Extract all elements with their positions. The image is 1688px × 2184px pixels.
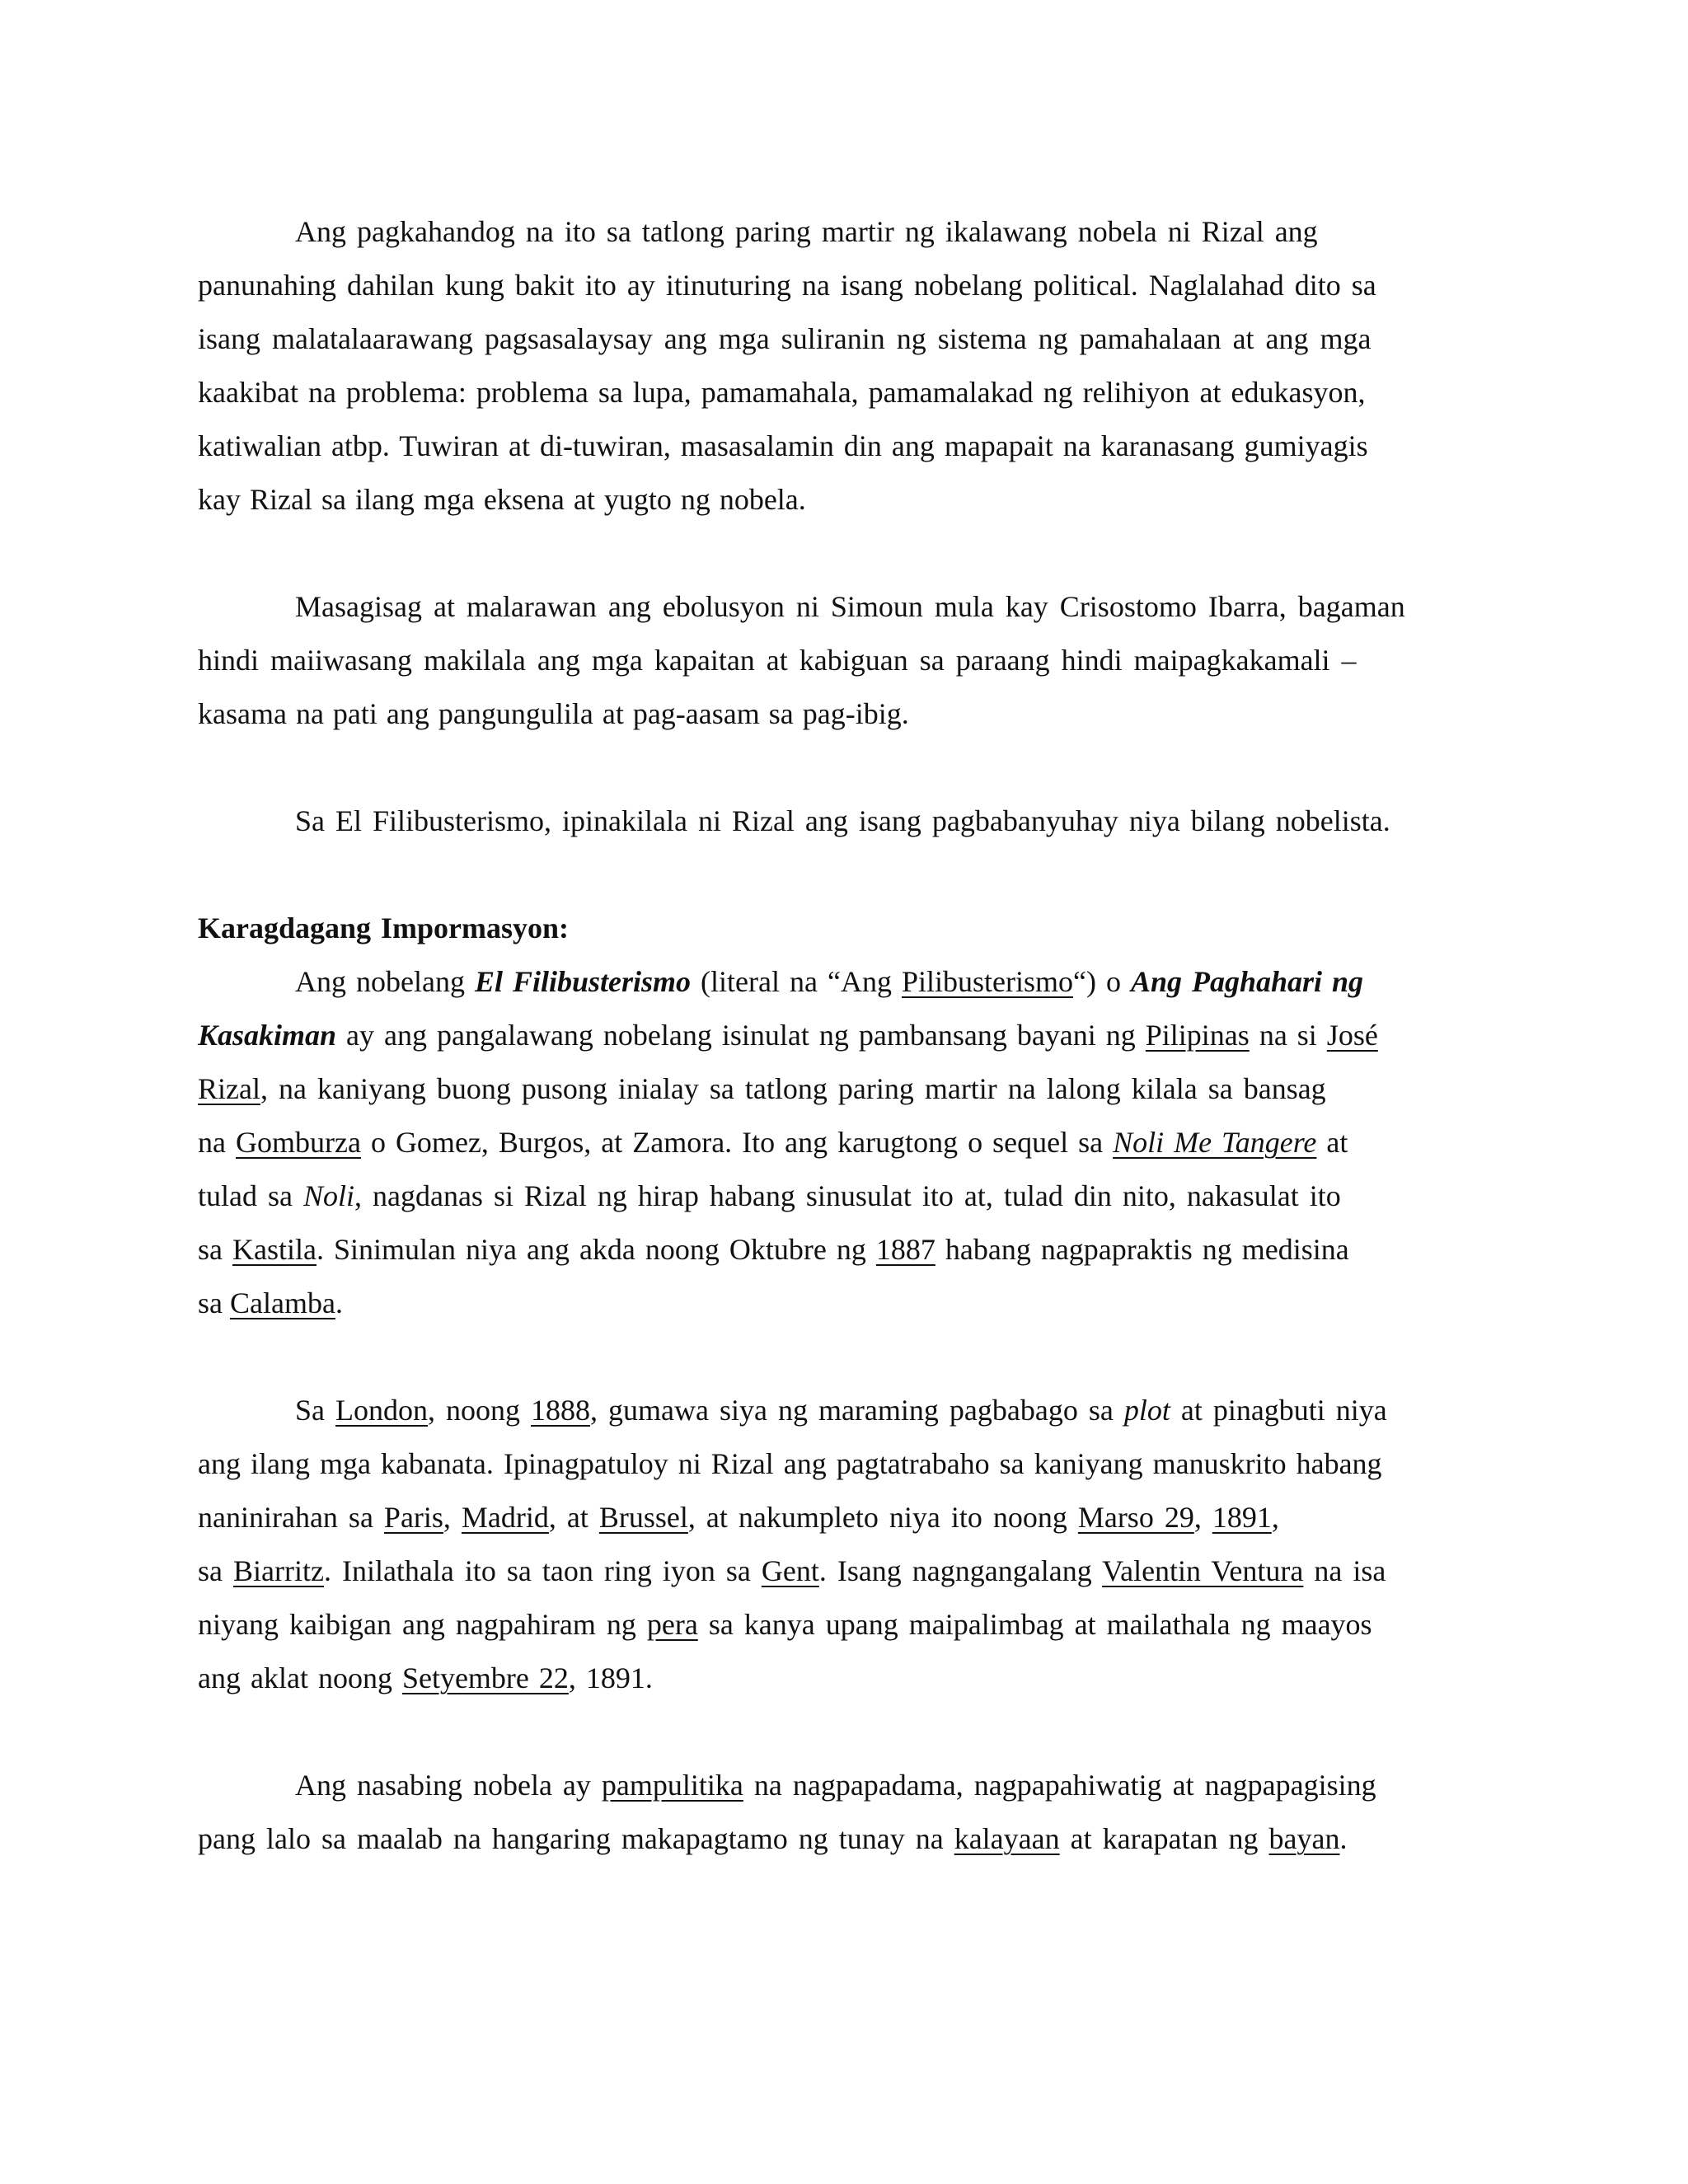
title-kasakiman: Kasakiman [198,1019,337,1052]
link-bayan[interactable]: bayan [1268,1822,1340,1855]
link-setyembre-22[interactable]: Setyembre 22 [401,1661,569,1694]
paragraph-line: hindi maiiwasang makilala ang mga kapaitan at kabiguan sa paraang hindi maipagkakamali – [198,644,1357,677]
title-ang-paghahari: Ang Paghahari ng [1130,965,1364,998]
paragraph-line: Ang pagkahandog na ito sa tatlong paring martir ng ikalawang nobela ni Rizal ang [295,215,1318,248]
text: . Inilathala ito sa taon ring iyon sa [323,1554,762,1587]
link-1887[interactable]: 1887 [875,1233,935,1266]
link-kastila[interactable]: Kastila [232,1233,316,1266]
text: at [1316,1126,1348,1159]
text: sa kanya upang maipalimbag at mailathala ng maayos [697,1608,1372,1641]
text: ang aklat noong [198,1661,402,1694]
text: sa [198,1286,230,1319]
link-biarritz[interactable]: Biarritz [233,1554,324,1587]
link-pilipinas[interactable]: Pilipinas [1145,1019,1250,1052]
text: at pinagbuti niya [1170,1394,1387,1427]
term-plot: plot [1123,1394,1170,1427]
link-paris[interactable]: Paris [383,1501,443,1534]
text: , [443,1501,462,1534]
text: . Sinimulan niya ang akda noong Oktubre ng [316,1233,876,1266]
paragraph-line: kaakibat na problema: problema sa lupa, pamamahala, pamamalakad ng relihiyon at edukasyon, [198,376,1366,409]
text: habang nagpapraktis ng medisina [935,1233,1349,1266]
link-pampulitika[interactable]: pampulitika [601,1769,743,1802]
text: (literal na “Ang [691,965,902,998]
link-london[interactable]: London [335,1394,428,1427]
link-valentin-ventura[interactable]: Valentin Ventura [1102,1554,1304,1587]
paragraph-line [198,1074,1326,1104]
paragraph-line [198,1181,1341,1211]
text: sa [198,1554,233,1587]
text: , gumawa siya ng maraming pagbabago sa [590,1394,1124,1427]
paragraph-line: Sa El Filibusterismo, ipinakilala ni Rizal ang isang pagbabanyuhay niya bilang nobelista. [295,804,1390,837]
paragraph-line [198,1610,1372,1639]
link-marso-29[interactable]: Marso 29 [1077,1501,1194,1534]
link-jose-rizal[interactable]: Rizal [198,1072,260,1105]
paragraph-line [295,1770,1376,1800]
text: , 1891. [568,1661,653,1694]
link-pera[interactable]: pera [646,1608,698,1641]
text: , noong [428,1394,531,1427]
text: , na kaniyang buong pusong inialay sa tatlong paring martir na lalong kilala sa bansag [260,1072,1326,1105]
text: Sa [295,1394,335,1427]
link-1891[interactable]: 1891 [1212,1501,1272,1534]
text: naninirahan sa [198,1501,384,1534]
text: na isa [1303,1554,1386,1587]
link-madrid[interactable]: Madrid [461,1501,549,1534]
link-pilibusterismo[interactable]: Pilibusterismo [901,965,1073,998]
text: na nagpapadama, nagpapahiwatig at nagpapagising [743,1769,1376,1802]
paragraph-line [198,1288,343,1318]
text: na [198,1126,236,1159]
text: niyang kaibigan ang nagpahiram ng [198,1608,647,1641]
paragraph-line [198,1663,653,1693]
paragraph-line: isang malatalaarawang pagsasalaysay ang mga suliranin ng sistema ng pamahalaan at ang mga [198,322,1372,355]
paragraph-line [198,1020,1378,1050]
paragraph-line: Masagisag at malarawan ang ebolusyon ni Simoun mula kay Crisostomo Ibarra, bagaman [295,590,1405,623]
text: “) o [1072,965,1131,998]
paragraph-line [198,1127,1348,1157]
link-gomburza[interactable]: Gomburza [235,1126,361,1159]
section-heading: Karagdagang Impormasyon: [198,912,570,944]
link-1888[interactable]: 1888 [531,1394,590,1427]
paragraph-line: panunahing dahilan kung bakit ito ay itinuturing na isang nobelang political. Naglalahad dito sa [198,269,1376,302]
text: Ang nobelang [295,965,475,998]
paragraph-line [198,1235,1349,1264]
text: tulad sa [198,1179,303,1212]
text: pang lalo sa maalab na hangaring makapagtamo ng tunay na [198,1822,954,1855]
text: , at [548,1501,599,1534]
text: Ang nasabing nobela ay [295,1769,602,1802]
text: , at nakumpleto niya ito noong [687,1501,1078,1534]
link-brussel[interactable]: Brussel [598,1501,688,1534]
link-gent[interactable]: Gent [761,1554,819,1587]
text: at karapatan ng [1059,1822,1269,1855]
text: . [1339,1822,1348,1855]
paragraph-line: katiwalian atbp. Tuwiran at di-tuwiran, masasalamin din ang mapapait na karanasang gumiyagis [198,429,1368,462]
paragraph-line [198,1556,1386,1586]
link-kalayaan[interactable]: kalayaan [954,1822,1060,1855]
text: , nagdanas si Rizal ng hirap habang sinusulat ito at, tulad din nito, nakasulat ito [354,1179,1341,1212]
text: , [1271,1501,1279,1534]
text: , [1193,1501,1212,1534]
title-el-filibusterismo: El Filibusterismo [474,965,692,998]
text: . Isang nagngangalang [818,1554,1103,1587]
paragraph-line: kay Rizal sa ilang mga eksena at yugto ng nobela. [198,483,806,516]
paragraph-line [295,1395,1387,1425]
paragraph-line [295,967,1363,996]
paragraph-line [198,1502,1279,1532]
paragraph-line: kasama na pati ang pangungulila at pag-aasam sa pag-ibig. [198,697,909,730]
paragraph-line [198,1824,1347,1854]
paragraph-line: ang ilang mga kabanata. Ipinagpatuloy ni Rizal ang pagtatrabaho sa kaniyang manuskrito habang [198,1447,1382,1480]
text: ay ang pangalawang nobelang isinulat ng pambansang bayani ng [336,1019,1146,1052]
link-noli-me-tangere[interactable]: Noli Me Tangere [1113,1126,1317,1159]
text: . [335,1286,343,1319]
link-calamba[interactable]: Calamba [230,1286,335,1319]
text: o Gomez, Burgos, at Zamora. Ito ang karugtong o sequel sa [360,1126,1114,1159]
text: na si [1249,1019,1327,1052]
text: sa [198,1233,232,1266]
title-noli: Noli [302,1179,354,1212]
link-jose-rizal[interactable]: José [1326,1019,1378,1052]
